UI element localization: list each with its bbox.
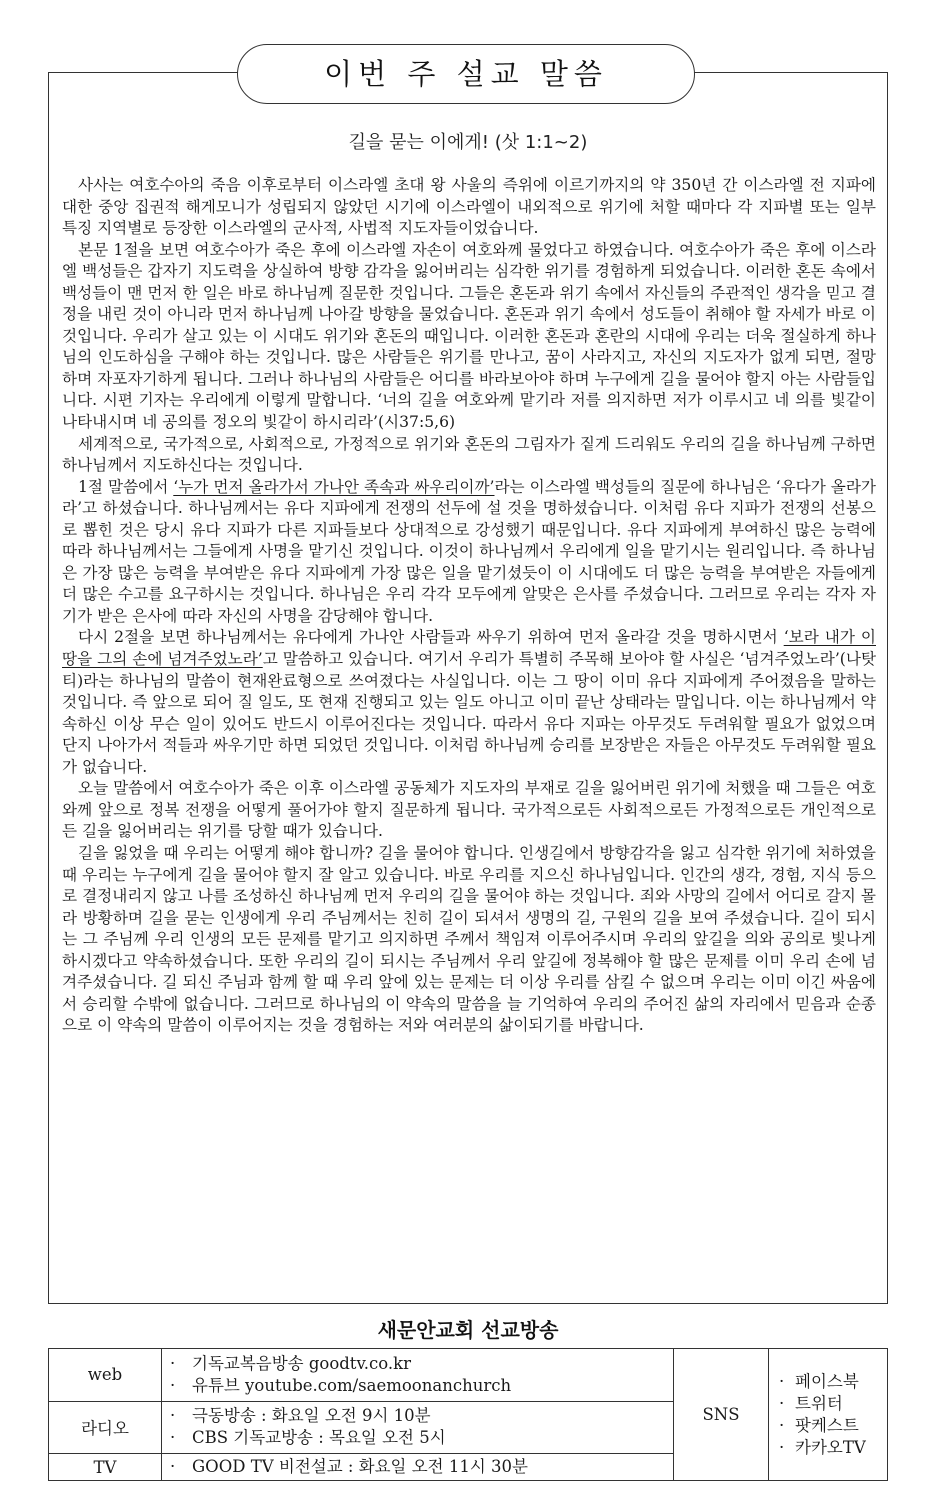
item-text: 유튜브 youtube.com/saemoonanchurch [192,1375,512,1395]
bullet: · [170,1375,176,1395]
bullet: · [779,1437,785,1457]
bullet: · [170,1457,176,1477]
paragraph: 사사는 여호수아의 죽음 이후로부터 이스라엘 초대 왕 사울의 즉위에 이르기까지의 약 350년 간 이스라엘 전 지파에 대한 중앙 집권적 해게모니가 성립되지 않았던 시기에 이스라엘이 내외적으로 위기에 처할 때마다 각 지파별 또는 일부 특징 지역별로 등장한 이스라엘의 군사적, 사법적 지도자들이었습니다. [62,176,876,238]
item-text: GOOD TV 비전설교 : 화요일 오전 11시 30분 [192,1457,528,1477]
list-item [170,1375,665,1397]
paragraph [62,477,876,628]
item-text: 기독교복음방송 goodtv.co.kr [192,1353,412,1373]
paragraph-text: 고 말씀하고 있습니다. 여기서 우리가 특별히 주목해 보아야 할 사실은 ‘넘겨주었노라’(나탓티)라는 하나님의 말씀이 현재완료형으로 쓰여졌다는 사실입니다. 이는 그 땅이 이미 유다 지파에게 주어졌음을 말하는 것입니다. 즉 앞으로 되어 질 일도, 또 현재 진행되고 있는 일도 아니고 이미 끝난 상태라는 말입니다. 이는 하나님께서 약속하신 이상 무슨 일이 있어도 반드시 이루어진다는 것입니다. 따라서 유다 지파는 아무것도 두려워할 필요가 없었으며 단지 나아가서 적들과 싸우기만 하면 되었던 것입니다. 이처럼 하나님께 승리를 보장받은 자들은 아무것도 두려워할 필요가 없습니다. [62,650,877,776]
bullet: · [170,1353,176,1373]
bullet: · [779,1371,785,1391]
bullet: · [170,1406,176,1426]
sns-label: SNS [674,1349,769,1481]
sermon-subtitle: 길을 묻는 이에게! (삿 1:1~2) [348,132,588,153]
sermon-body [62,175,876,1037]
list-item [170,1353,665,1375]
sns-item [779,1415,879,1437]
sns-item [779,1437,879,1459]
category-tv: TV [49,1454,162,1481]
item-text: CBS 기독교방송 : 목요일 오전 5시 [192,1428,446,1448]
bullet: · [170,1428,176,1448]
list-item [170,1405,665,1427]
bullet: · [779,1415,785,1435]
paragraph: 세계적으로, 국가적으로, 사회적으로, 가정적으로 위기와 혼돈의 그림자가 짙게 드리워도 우리의 길을 하나님께 구하면 하나님께서 지도하신다는 것입니다. [62,434,876,475]
underlined-quote: ‘보라 내가 이 땅을 그의 손에 넘겨주었노라’ [62,628,876,669]
paragraph-text: 1절 말씀에서 [78,477,174,496]
paragraph [62,627,876,778]
item-text: 팟케스트 [795,1415,859,1435]
web-items [162,1349,674,1402]
sns-list [769,1349,888,1481]
paragraph: 길을 잃었을 때 우리는 어떻게 해야 합니까? 길을 물어야 합니다. 인생길에서 방향감각을 잃고 심각한 위기에 처하였을 때 우리는 누구에게 길을 물어야 할지 잘 알고 있습니다. 바로 우리를 지으신 하나님입니다. 인간의 생각, 경험, 지식 등으로 결정내리지 않고 나를 조성하신 하나님께 먼저 우리의 길을 물어야 하는 것입니다. 죄와 사망의 길에서 어디로 갈지 몰라 방황하며 길을 묻는 인생에게 우리 주님께서는 친히 길이 되셔서 생명의 길, 구원의 길을 보여 주셨습니다. 길이 되시는 그 주님께 우리 인생의 모든 문제를 맡기고 의지하면 주께서 책임져 이루어주시며 우리의 앞길을 의와 공의로 빛나게 하시겠다고 약속하셨습니다. 또한 우리의 길이 되시는 주님께서 우리 앞길에 정복해야 할 많은 문제를 이미 우리 손에 넘겨주셨습니다. 길 되신 주님과 함께 할 때 우리 앞에 있는 문제는 더 이상 우리를 삼킬 수 없으며 우리는 이미 이긴 싸움에서 승리할 수밖에 없습니다. 그러므로 하나님의 이 약속의 말씀을 늘 기억하여 우리의 주어진 삶의 자리에서 믿음과 순종으로 이 약속의 말씀이 이루어지는 것을 경험하는 저와 여러분의 삶이되기를 바랍니다. [62,843,876,1035]
page-title: 이번 주 설교 말씀 [237,44,695,104]
broadcast-title: 새문안교회 선교방송 [377,1318,559,1342]
broadcast-table [48,1348,888,1481]
category-web: web [49,1349,162,1402]
item-text: 트위터 [795,1393,843,1413]
paragraph: 오늘 말씀에서 여호수아가 죽은 이후 이스라엘 공동체가 지도자의 부재로 길을 잃어버린 위기에 처했을 때 그들은 여호와께 앞으로 정복 전쟁을 어떻게 풀어가야 할지 질문하게 됩니다. 국가적으로든 사회적으로든 가정적으로든 개인적으로든 길을 잃어버리는 위기를 당할 때가 있습니다. [62,779,876,841]
list-item [170,1456,665,1478]
paragraph-text: 라는 이스라엘 백성들의 질문에 하나님은 ‘유다가 올라가라’고 하셨습니다. 하나님께서는 유다 지파에게 전쟁의 선두에 설 것을 명하셨습니다. 이처럼 유다 지파가 전쟁의 선봉으로 뽑힌 것은 당시 유다 지파가 다른 지파들보다 상대적으로 강성했기 때문입니다. 유다 지파에게 부여하신 많은 능력에 따라 하나님께서는 그들에게 사명을 맡기신 것입니다. 이것이 하나님께서 우리에게 일을 맡기시는 원리입니다. 즉 하나님은 가장 많은 능력을 부여받은 유다 지파에게 가장 많은 일을 맡기셨듯이 이 시대에도 더 많은 능력을 부여받은 자들에게 더 많은 수고를 요구하시는 것입니다. 하나님은 우리 각각 모두에게 알맞은 은사를 주셨습니다. 그러므로 우리는 각자 자기가 받은 은사에 따라 자신의 사명을 감당해야 합니다. [62,477,876,625]
sns-item [779,1371,879,1393]
table-row [49,1349,888,1402]
paragraph-text: 다시 2절을 보면 하나님께서는 유다에게 가나안 사람들과 싸우기 위하여 먼저 올라갈 것을 명하시면서 [78,628,784,647]
item-text: 페이스북 [795,1371,859,1391]
list-item [170,1427,665,1449]
tv-items [162,1454,674,1481]
category-radio: 라디오 [49,1401,162,1454]
bullet: · [779,1393,785,1413]
paragraph: 본문 1절을 보면 여호수아가 죽은 후에 이스라엘 자손이 여호와께 물었다고 하였습니다. 여호수아가 죽은 후에 이스라엘 백성들은 갑자기 지도력을 상실하여 방향 감각을 잃어버리는 심각한 위기를 경험하게 되었습니다. 이러한 혼돈 속에서 백성들이 맨 먼저 한 일은 바로 하나님께 질문한 것입니다. 그들은 혼돈과 위기 속에서 자신들의 주관적인 생각을 믿고 결정을 내린 것이 아니라 먼저 하나님께 나아갈 방향을 물었습니다. 혼돈과 위기 속에서 성도들이 취해야 할 자세가 바로 이것입니다. 우리가 살고 있는 이 시대도 위기와 혼돈의 때입니다. 이러한 혼돈과 혼란의 시대에 우리는 더욱 절실하게 하나님의 인도하심을 구해야 하는 것입니다. 많은 사람들은 위기를 만나고, 꿈이 사라지고, 자신의 지도자가 없게 되면, 절망하며 자포자기하게 됩니다. 그러나 하나님의 사람들은 어디를 바라보아야 하며 누구에게 길을 물어야 할지 아는 사람들입니다. 시편 기자는 우리에게 이렇게 말합니다. ‘너의 길을 여호와께 맡기라 저를 의지하면 저가 이루시고 네 의를 빛같이 나타내시며 네 공의를 정오의 빛같이 하시리라’(시37:5,6) [62,240,876,432]
radio-items [162,1401,674,1454]
underlined-quote: ‘누가 먼저 올라가서 가나안 족속과 싸우리이까’ [173,477,495,496]
sns-item [779,1393,879,1415]
item-text: 카카오TV [795,1437,866,1457]
item-text: 극동방송 : 화요일 오전 9시 10분 [192,1406,431,1426]
